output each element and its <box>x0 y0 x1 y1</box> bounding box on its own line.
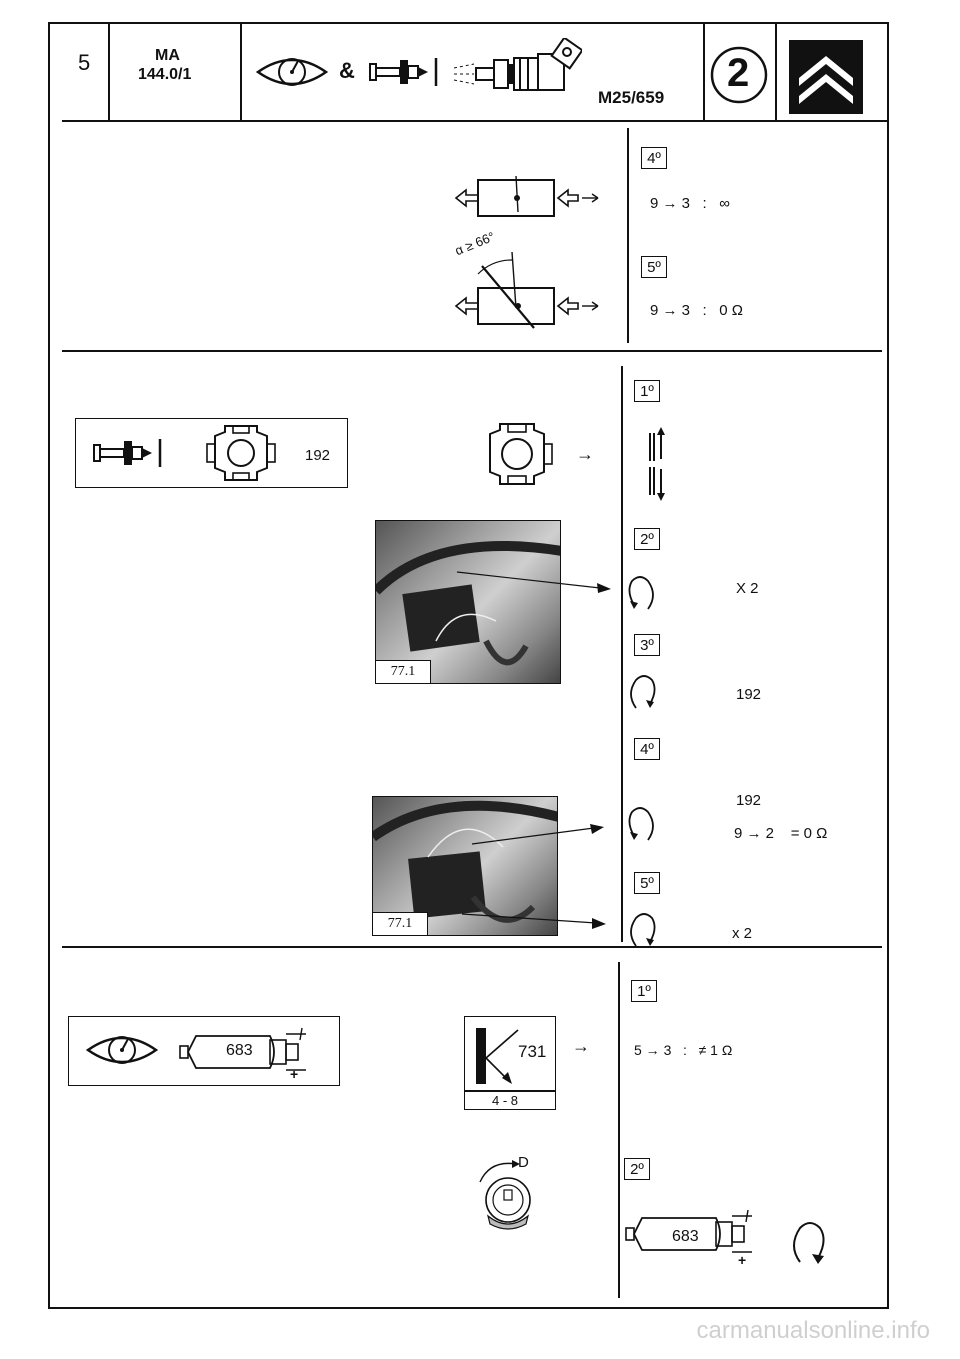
rotate-clockwise-icon <box>788 1218 830 1268</box>
photo-label: 77.1 <box>373 912 428 935</box>
header-divider-4 <box>775 22 777 121</box>
header-divider-3 <box>703 22 705 121</box>
plus-sign: + <box>738 1252 747 1268</box>
tool-number: 192 <box>305 447 331 464</box>
step-number: 1º <box>634 380 660 402</box>
throttle-switch-icon <box>482 418 554 490</box>
steps-column-rule-2 <box>621 366 623 942</box>
step-number: 3º <box>634 634 660 656</box>
section-divider-1 <box>62 350 882 352</box>
manual-code-line2: 144.0/1 <box>138 66 192 83</box>
brand-logo <box>787 38 865 116</box>
throttle-switch-open-diagram <box>452 248 602 330</box>
test-probe-icon <box>368 56 440 88</box>
step-text: 9 → 3 : ∞ <box>650 195 730 212</box>
pointer-arrow <box>460 910 610 934</box>
reference-code: M25/659 <box>598 88 665 107</box>
ampersand: & <box>339 58 355 83</box>
arrow: → <box>572 1036 590 1056</box>
ignition-key-icon <box>470 1152 550 1232</box>
engine-photo-1 <box>375 520 561 684</box>
step-extra-text: 9 → 2 = 0 Ω <box>734 825 828 842</box>
step-number: 5º <box>634 872 660 894</box>
step-text: 5 → 3 : ≠ 1 Ω <box>634 1042 733 1058</box>
meter-divider <box>464 1090 556 1092</box>
step-number: 4º <box>641 147 667 169</box>
step-number: 5º <box>641 256 667 278</box>
section-divider-2 <box>62 946 882 948</box>
plug-connect-icon <box>646 425 668 503</box>
throttle-switch-icon <box>205 422 277 484</box>
watermark: carmanualsonline.info <box>696 1317 930 1344</box>
header-divider-2 <box>240 22 242 121</box>
test-probe-icon <box>92 437 164 469</box>
pointer-arrow <box>455 568 615 598</box>
inspection-gauge-icon <box>86 1030 158 1070</box>
meter-needle-icon <box>474 1024 524 1086</box>
header-bottom-rule <box>62 120 889 122</box>
rotate-counterclockwise-icon <box>626 573 660 613</box>
manual-code-line1: MA <box>155 47 180 64</box>
step-text: 9 → 3 : 0 Ω <box>650 302 743 319</box>
meter-number: 731 <box>518 1042 547 1061</box>
rotate-counterclockwise-icon <box>626 804 660 844</box>
step-text: 683 <box>672 1228 699 1245</box>
plus-sign: + <box>290 1066 299 1082</box>
step-number: 4º <box>634 738 660 760</box>
throttle-switch-closed-diagram <box>452 174 602 224</box>
inspection-gauge-icon <box>256 52 328 92</box>
tool-number: 683 <box>226 1042 253 1059</box>
arrow: → <box>576 444 594 464</box>
meter-range: 4 - 8 <box>492 1093 519 1108</box>
injector-icon <box>452 38 582 94</box>
step-text: x 2 <box>732 925 753 942</box>
step-number: 2º <box>624 1158 650 1180</box>
angle-label: α ≥ 66° <box>452 228 497 259</box>
steps-column-rule-1 <box>627 128 629 343</box>
steps-column-rule-3 <box>618 962 620 1298</box>
step-text: 192 <box>736 792 762 809</box>
step-text: 192 <box>736 686 762 703</box>
step-number: 1º <box>631 980 657 1002</box>
step-text: X 2 <box>736 580 759 597</box>
rotate-clockwise-icon <box>626 672 660 712</box>
header-top-rule <box>62 22 889 24</box>
ignition-position-label: D <box>518 1154 529 1171</box>
pointer-arrow <box>470 822 610 852</box>
page-number: 5 <box>78 50 91 75</box>
rotate-clockwise-icon <box>626 910 660 950</box>
photo-label: 77.1 <box>376 660 431 683</box>
circled-number: 2 <box>727 51 750 95</box>
step-number: 2º <box>634 528 660 550</box>
header-divider-1 <box>108 22 110 121</box>
